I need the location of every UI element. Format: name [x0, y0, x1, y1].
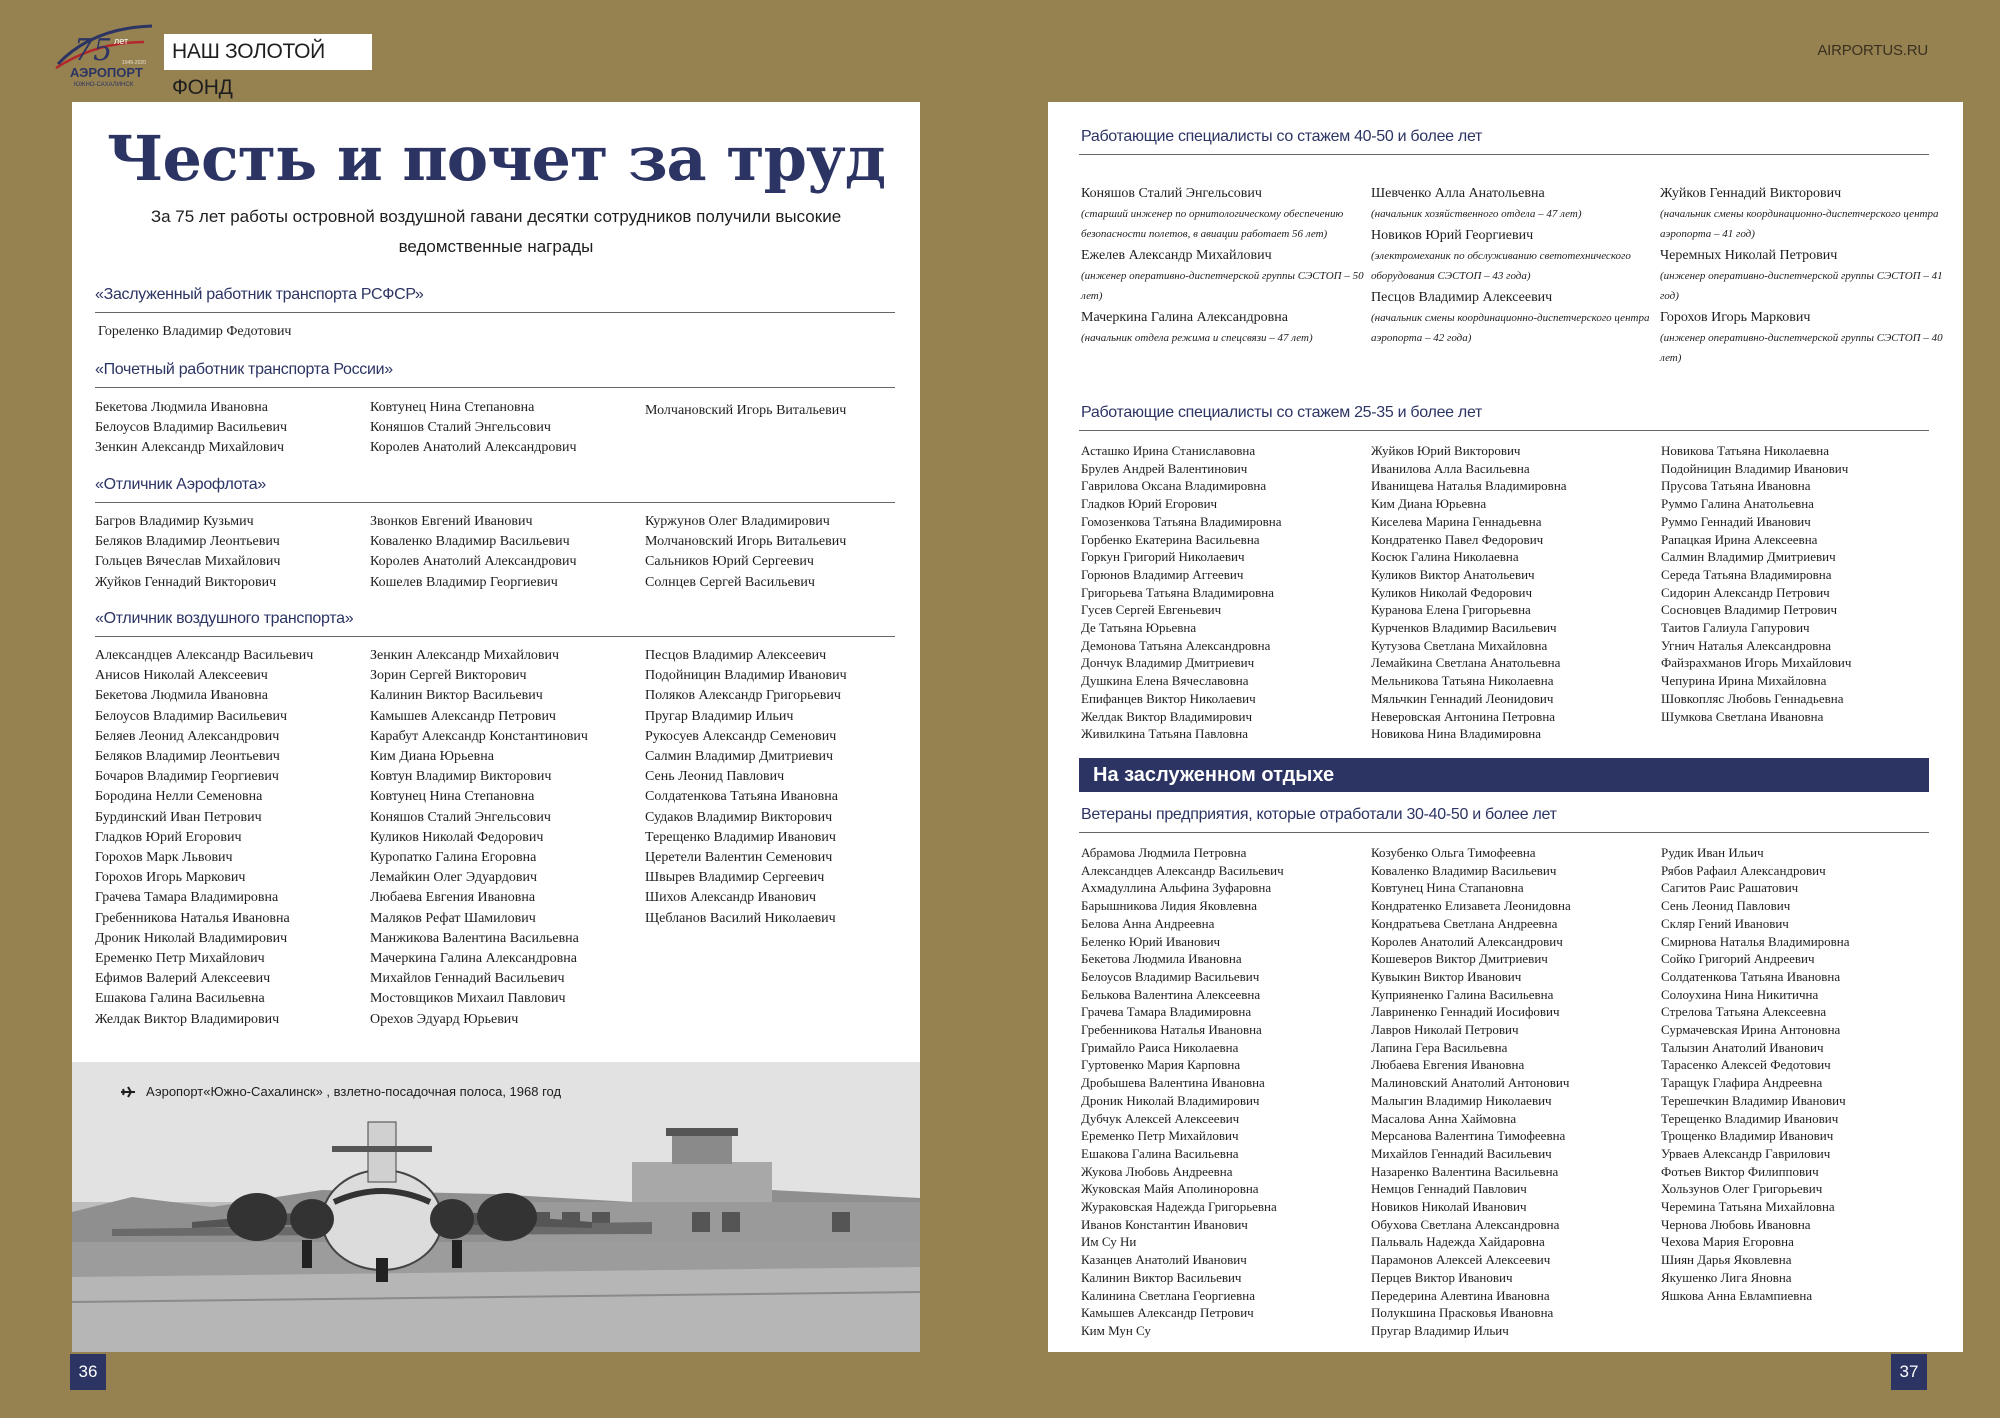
list-item: Перцев Виктор Иванович: [1371, 1269, 1513, 1285]
specialist-description: (начальник смены координационно-диспетчерского центра аэропорта – 42 года): [1371, 312, 1650, 344]
list-item: Куликов Николай Федорович: [1371, 584, 1533, 600]
list-item: Подойницин Владимир Иванович: [645, 668, 847, 684]
list-active-25: [1081, 442, 1931, 743]
list-item: Де Татьяна Юрьевна: [1081, 620, 1197, 636]
list-item: Куликов Николай Федорович: [370, 829, 544, 845]
divider: [1079, 430, 1929, 431]
list-item: Иванов Константин Иванович: [1081, 1216, 1248, 1232]
award-list-air-transport: [95, 646, 895, 1030]
list-item: Новикова Нина Владимировна: [1371, 726, 1541, 742]
list-item: Багров Владимир Кузьмич: [95, 514, 254, 529]
list-item: Ким Диана Юрьевна: [1371, 496, 1487, 512]
specialist-description: (электромеханик по обслуживанию светотехнического оборудования СЭСТОП – 43 года): [1371, 250, 1631, 282]
list-item: Дроник Николай Владимирович: [95, 930, 288, 946]
list-item: Руммо Галина Анатольевна: [1661, 496, 1814, 512]
specialist-entry: [1371, 226, 1661, 286]
name-column: [1371, 844, 1661, 1340]
specialist-description: (старший инженер по орнитологическому обеспечению безопасности полетов, в авиации работает 56 лет): [1081, 208, 1344, 240]
list-item: Брулев Андрей Валентинович: [1081, 460, 1248, 476]
list-item: Якушенко Лига Яновна: [1661, 1269, 1792, 1285]
list-item: Камышев Александр Петрович: [370, 708, 556, 724]
list-item: Дончук Владимир Дмитриевич: [1081, 655, 1255, 671]
list-item: Рапацкая Ирина Алексеевна: [1661, 531, 1818, 547]
specialist-description: (инженер оперативно-диспетчерской группы СЭСТОП – 41 год): [1660, 270, 1943, 302]
list-item: Грачева Тамара Владимировна: [95, 890, 279, 906]
award-title-aeroflot: «Отличник Аэрофлота»: [95, 476, 266, 493]
award-title-air-transport: «Отличник воздушного транспорта»: [95, 610, 354, 627]
list-item: Белоусов Владимир Васильевич: [1081, 968, 1260, 984]
list-item: Гусев Сергей Евгеньевич: [1081, 602, 1222, 618]
list-item: Кондратенко Елизавета Леонидовна: [1371, 898, 1571, 914]
list-item: Гуртовенко Мария Карповна: [1081, 1057, 1241, 1073]
section-title-active-40: Работающие специалисты со стажем 40-50 и более лет: [1081, 128, 1483, 145]
name-column: [95, 512, 370, 593]
award-title-rsfsr: «Заслуженный работник транспорта РСФСР»: [95, 286, 424, 303]
divider: [95, 387, 895, 388]
list-item: Рукосуев Александр Семенович: [645, 728, 837, 744]
list-item: Жуйков Юрий Викторович: [1371, 443, 1521, 458]
list-item: Гребенникова Наталья Ивановна: [1081, 1022, 1262, 1038]
list-item: Шовкопляс Любовь Геннадьевна: [1661, 690, 1844, 706]
list-item: Белоусов Владимир Васильевич: [95, 420, 288, 436]
specialist-name: Мачеркина Галина Александровна: [1081, 310, 1288, 325]
list-item: Урваев Александр Гаврилович: [1661, 1145, 1831, 1161]
specialists-column: [1081, 184, 1371, 350]
list-item: Куранова Елена Григорьевна: [1371, 602, 1531, 618]
list-item: Мачеркина Галина Александровна: [370, 951, 577, 967]
list-item: Коняшов Сталий Энгельсович: [370, 420, 551, 436]
list-item: Бекетова Людмила Ивановна: [95, 688, 268, 704]
list-item: Новиков Николай Иванович: [1371, 1199, 1527, 1215]
list-item: Кошеверов Виктор Дмитриевич: [1371, 951, 1548, 967]
award-list-russia: [95, 398, 895, 459]
list-item: Желдак Виктор Владимирович: [1081, 708, 1253, 724]
list-item: Абрамова Людмила Петровна: [1081, 845, 1247, 860]
list-item: Дубчук Алексей Алексеевич: [1081, 1110, 1240, 1126]
logo-years: лет: [114, 36, 129, 46]
list-item: Коваленко Владимир Васильевич: [1371, 862, 1557, 878]
list-item: Асташко Ирина Станиславовна: [1081, 443, 1256, 458]
list-item: Мостовщиков Михаил Павлович: [370, 991, 566, 1007]
specialist-name: Жуйков Геннадий Викторович: [1660, 186, 1842, 201]
list-item: Лемайкина Светлана Анатольевна: [1371, 655, 1561, 671]
list-item: Лемайкин Олег Эдуардович: [370, 870, 538, 886]
list-item: Ахмадуллина Альфина Зуфаровна: [1081, 880, 1272, 896]
list-item: Шиян Дарья Яковлевна: [1661, 1252, 1792, 1268]
list-item: Пальваль Надежда Хайдаровна: [1371, 1234, 1545, 1250]
list-item: Парамонов Алексей Алексеевич: [1371, 1252, 1551, 1268]
list-item: Горохов Марк Львович: [95, 850, 233, 866]
page-number-left: 36: [70, 1354, 106, 1390]
list-item: Яшкова Анна Евлампиевна: [1661, 1287, 1813, 1303]
list-item: Григорьева Татьяна Владимировна: [1081, 584, 1275, 600]
list-item: Молчановский Игорь Витальевич: [645, 534, 847, 550]
list-item: Руммо Геннадий Иванович: [1661, 513, 1811, 529]
list-item: Бочаров Владимир Георгиевич: [95, 769, 279, 785]
list-item: Полукшина Прасковья Ивановна: [1371, 1305, 1554, 1321]
divider: [95, 636, 895, 637]
logo-name: АЭРОПОРТ: [70, 65, 143, 80]
list-item: Мельникова Татьяна Николаевна: [1371, 673, 1554, 689]
list-item: Гомозенкова Татьяна Владимировна: [1081, 513, 1282, 529]
list-item: Ешакова Галина Васильевна: [1081, 1145, 1239, 1161]
runway-photo: [72, 1062, 920, 1352]
list-item: Коняшов Сталий Энгельсович: [370, 809, 551, 825]
name-column: [1661, 442, 1931, 743]
section-title-veterans: Ветераны предприятия, которые отработали 30-40-50 и более лет: [1081, 806, 1557, 823]
name-column: [1371, 442, 1661, 743]
list-item: Талызин Анатолий Иванович: [1661, 1039, 1824, 1055]
list-item: Горохов Игорь Маркович: [95, 870, 246, 886]
list-item: Фотьев Виктор Филиппович: [1661, 1163, 1819, 1179]
list-item: Демонова Татьяна Александровна: [1081, 637, 1271, 653]
divider: [1079, 154, 1929, 155]
list-item: Угнич Наталья Александровна: [1661, 637, 1832, 653]
list-item: Калинин Виктор Васильевич: [370, 688, 543, 704]
list-item: Камышев Александр Петрович: [1081, 1305, 1254, 1321]
list-item: Бурдинский Иван Петрович: [95, 809, 262, 825]
name-column: [1661, 844, 1931, 1340]
list-item: Терещенко Владимир Иванович: [1661, 1110, 1839, 1126]
list-item: Тарасенко Алексей Федотович: [1661, 1057, 1831, 1073]
list-item: Косюк Галина Николаевна: [1371, 549, 1519, 565]
list-item: Салмин Владимир Дмитриевич: [645, 749, 834, 765]
list-item: Бекетова Людмила Ивановна: [95, 400, 268, 415]
specialist-description: (начальник смены координационно-диспетчерского центра аэропорта – 41 год): [1660, 208, 1939, 240]
page-number-right: 37: [1891, 1354, 1927, 1390]
specialist-name: Горохов Игорь Маркович: [1660, 310, 1811, 325]
list-item: Барышникова Лидия Яковлевна: [1081, 898, 1258, 914]
list-item: Им Су Ни: [1081, 1234, 1137, 1250]
photo-caption: [120, 1084, 561, 1099]
list-item: Маляков Рефат Шамилович: [370, 910, 536, 926]
specialist-description: (инженер оперативно-диспетчерской группы СЭСТОП – 50 лет): [1081, 270, 1364, 302]
award-list-aeroflot: [95, 512, 895, 593]
list-item: Дробышева Валентина Ивановна: [1081, 1075, 1265, 1091]
list-item: Масалова Анна Хаймовна: [1371, 1110, 1517, 1126]
list-item: Ковтун Владимир Викторович: [370, 769, 552, 785]
list-item: Куржунов Олег Владимирович: [645, 514, 830, 529]
list-item: Рудик Иван Ильич: [1661, 845, 1764, 860]
list-item: Анисов Николай Алексеевич: [95, 668, 268, 684]
list-item: Иванилова Алла Васильевна: [1371, 460, 1530, 476]
airport-75-logo: [52, 20, 164, 90]
list-item: Калинина Светлана Георгиевна: [1081, 1287, 1256, 1303]
list-item: Песцов Владимир Алексеевич: [645, 648, 827, 663]
list-item: Гладков Юрий Егорович: [1081, 496, 1218, 512]
list-item: Файзрахманов Игорь Михайлович: [1661, 655, 1852, 671]
retired-banner: На заслуженном отдыхе: [1079, 758, 1929, 792]
list-item: Церетели Валентин Семенович: [645, 850, 833, 866]
specialist-entry: [1660, 246, 1950, 306]
list-item: Таитов Галиула Гапурович: [1661, 620, 1810, 636]
list-item: Неверовская Антонина Петровна: [1371, 708, 1556, 724]
list-item: Гребенникова Наталья Ивановна: [95, 910, 290, 926]
list-item: Малиновский Анатолий Антонович: [1371, 1075, 1570, 1091]
list-item: Желдак Виктор Владимирович: [95, 1011, 280, 1027]
list-item: Хользунов Олег Григорьевич: [1661, 1181, 1823, 1197]
name-column: [370, 646, 645, 1030]
specialist-name: Ежелев Александр Михайлович: [1081, 248, 1272, 263]
page-subtitle: За 75 лет работы островной воздушной гавани десятки сотрудников получили высокие ведомственные награды: [150, 207, 842, 256]
list-item: Кошелев Владимир Георгиевич: [370, 574, 558, 590]
list-item: Александцев Александр Васильевич: [95, 648, 314, 663]
list-item: Ефимов Валерий Алексеевич: [95, 971, 271, 987]
list-item: Обухова Светлана Александровна: [1371, 1216, 1560, 1232]
list-item: Грачева Тамара Владимировна: [1081, 1004, 1252, 1020]
list-item: Еременко Петр Михайлович: [95, 951, 265, 967]
list-item: Гримайло Раиса Николаевна: [1081, 1039, 1239, 1055]
list-item: Чехова Мария Егоровна: [1661, 1234, 1794, 1250]
list-item: Михайлов Геннадий Васильевич: [1371, 1145, 1552, 1161]
list-item: Малыгин Владимир Николаевич: [1371, 1092, 1552, 1108]
name-column: [1081, 844, 1371, 1340]
list-item: Коваленко Владимир Васильевич: [370, 534, 570, 550]
list-item: Стрелова Татьяна Алексеевна: [1661, 1004, 1827, 1020]
list-item: Любаева Евгения Ивановна: [1371, 1057, 1525, 1073]
list-item: Сосновцев Владимир Петрович: [1661, 602, 1838, 618]
list-item: Солоухина Нина Никитична: [1661, 986, 1819, 1002]
list-item: Сень Леонид Павлович: [645, 769, 785, 785]
list-item: Пругар Владимир Ильич: [645, 708, 794, 724]
list-item: Кутузова Светлана Михайловна: [1371, 637, 1548, 653]
list-item: Карабут Александр Константинович: [370, 728, 588, 744]
list-item: Солдатенкова Татьяна Ивановна: [1661, 968, 1841, 984]
award-title-russia: «Почетный работник транспорта России»: [95, 361, 393, 378]
list-item: Сидорин Александр Петрович: [1661, 584, 1830, 600]
list-item: Середа Татьяна Владимировна: [1661, 566, 1832, 582]
list-item: Зенкин Александр Михайлович: [370, 648, 560, 663]
list-item: Новикова Татьяна Николаевна: [1661, 443, 1829, 458]
left-page: [72, 102, 920, 1352]
list-item: Козубенко Ольга Тимофеевна: [1371, 845, 1536, 860]
list-item: Рябов Рафаил Александрович: [1661, 862, 1826, 878]
list-item: Ешакова Галина Васильевна: [95, 991, 265, 1007]
list-item: Калинин Виктор Васильевич: [1081, 1269, 1242, 1285]
list-item: Таращук Глафира Андреевна: [1661, 1075, 1823, 1091]
list-item: Королев Анатолий Александрович: [370, 554, 577, 570]
list-item: Ковтунец Нина Степановна: [370, 789, 535, 805]
list-item: Салмин Владимир Дмитриевич: [1661, 549, 1836, 565]
list-item: Ковтунец Нина Степановна: [370, 400, 535, 415]
list-item: Лавриненко Геннадий Иосифович: [1371, 1004, 1560, 1020]
list-item: Беляков Владимир Леонтьевич: [95, 534, 280, 550]
list-veterans: [1081, 844, 1931, 1340]
list-item: Любаева Евгения Ивановна: [370, 890, 536, 906]
list-item: Епифанцев Виктор Николаевич: [1081, 690, 1256, 706]
list-item: Белоусов Владимир Васильевич: [95, 708, 288, 724]
award-name: Гореленко Владимир Федотович: [98, 324, 292, 339]
section-title-active-25: Работающие специалисты со стажем 25-35 и более лет: [1081, 404, 1483, 421]
list-item: Михайлов Геннадий Васильевич: [370, 971, 565, 987]
list-item: Молчановский Игорь Витальевич: [645, 403, 847, 418]
list-item: Щебланов Василий Николаевич: [645, 910, 836, 926]
list-item: Жуйков Геннадий Викторович: [95, 574, 277, 590]
list-item: Терешечкин Владимир Иванович: [1661, 1092, 1846, 1108]
name-column: [1081, 442, 1371, 743]
list-item: Ким Диана Юрьевна: [370, 749, 494, 765]
logo-city: ЮЖНО-САХАЛИНСК: [74, 82, 134, 88]
list-item: Сальников Юрий Сергеевич: [645, 554, 814, 570]
specialist-description: (начальник отдела режима и спецсвязи – 47 лет): [1081, 332, 1313, 344]
list-item: Кувыкин Виктор Иванович: [1371, 968, 1522, 984]
list-item: Швырев Владимир Сергеевич: [645, 870, 825, 886]
list-item: Иванищева Наталья Владимировна: [1371, 478, 1567, 494]
list-item: Терещенко Владимир Иванович: [645, 829, 836, 845]
list-item: Гольцев Вячеслав Михайлович: [95, 554, 281, 570]
logo-number: 75: [74, 33, 113, 68]
specialist-entry: [1660, 184, 1950, 244]
name-column: [645, 398, 895, 459]
list-item: Пругар Владимир Ильич: [1371, 1322, 1509, 1338]
list-item: Передерина Алевтина Ивановна: [1371, 1287, 1550, 1303]
list-item: Лапина Гера Васильевна: [1371, 1039, 1508, 1055]
list-item: Жураковская Надежда Григорьевна: [1081, 1199, 1277, 1215]
list-item: Королев Анатолий Александрович: [1371, 933, 1563, 949]
list-item: Дроник Николай Владимирович: [1081, 1092, 1260, 1108]
list-item: Александцев Александр Васильевич: [1081, 862, 1284, 878]
list-item: Кондратьева Светлана Андреевна: [1371, 915, 1558, 931]
list-item: Немцов Геннадий Павлович: [1371, 1181, 1527, 1197]
list-item: Смирнова Наталья Владимировна: [1661, 933, 1850, 949]
list-item: Солнцев Сергей Васильевич: [645, 574, 815, 590]
list-item: Горкун Григорий Николаевич: [1081, 549, 1245, 565]
specialist-name: Черемных Николай Петрович: [1660, 248, 1838, 263]
list-item: Лавров Николай Петрович: [1371, 1022, 1519, 1038]
list-item: Еременко Петр Михайлович: [1081, 1128, 1239, 1144]
list-item: Курченков Владимир Васильевич: [1371, 620, 1557, 636]
list-item: Шихов Александр Иванович: [645, 890, 817, 906]
specialist-entry: [1081, 184, 1371, 244]
list-item: Кондратенко Павел Федорович: [1371, 531, 1544, 547]
list-item: Солдатенкова Татьяна Ивановна: [645, 789, 838, 805]
list-item: Назаренко Валентина Васильевна: [1371, 1163, 1559, 1179]
specialist-entry: [1081, 308, 1371, 348]
specialists-column: [1371, 184, 1661, 350]
list-item: Сойко Григорий Андреевич: [1661, 951, 1815, 967]
specialist-name: Шевченко Алла Анатольевна: [1371, 186, 1545, 201]
name-column: [645, 646, 895, 1030]
name-column: [95, 398, 370, 459]
list-item: Зенкин Александр Михайлович: [95, 440, 285, 456]
specialist-entry: [1371, 288, 1661, 348]
list-item: Орехов Эдуард Юрьевич: [370, 1011, 519, 1027]
list-item: Сагитов Раис Рашатович: [1661, 880, 1799, 896]
specialist-entry: [1371, 184, 1661, 224]
list-item: Королев Анатолий Александрович: [370, 440, 577, 456]
list-item: Трощенко Владимир Иванович: [1661, 1128, 1834, 1144]
list-item: Черемина Татьяна Михайловна: [1661, 1199, 1835, 1215]
list-item: Горюнов Владимир Аггеевич: [1081, 566, 1244, 582]
list-item: Чепурина Ирина Михайловна: [1661, 673, 1827, 689]
list-item: Жукова Любовь Андреевна: [1081, 1163, 1233, 1179]
site-url[interactable]: AIRPORTUS.RU: [1817, 42, 1928, 59]
photo-caption-text: Аэропорт«Южно-Сахалинск» , взлетно-посадочная полоса, 1968 год: [146, 1084, 562, 1099]
list-item: Белькова Валентина Алексеевна: [1081, 986, 1261, 1002]
list-item: Шумкова Светлана Ивановна: [1661, 708, 1824, 724]
list-item: Сень Леонид Павлович: [1661, 898, 1791, 914]
list-item: Казанцев Анатолий Иванович: [1081, 1252, 1247, 1268]
divider: [95, 502, 895, 503]
name-column: [370, 398, 645, 459]
list-item: Сурмачевская Ирина Антоновна: [1661, 1022, 1841, 1038]
list-item: Куприяненко Галина Васильевна: [1371, 986, 1554, 1002]
right-page: [1048, 102, 1963, 1352]
list-item: Душкина Елена Вячеславовна: [1081, 673, 1249, 689]
list-item: Жуковская Майя Аполиноровна: [1081, 1181, 1259, 1197]
list-item: Бекетова Людмила Ивановна: [1081, 951, 1242, 967]
specialist-entry: [1081, 246, 1371, 306]
list-item: Беленко Юрий Иванович: [1081, 933, 1221, 949]
specialist-name: Коняшов Сталий Энгельсович: [1081, 186, 1262, 201]
specialists-column: [1660, 184, 1950, 370]
specialist-entry: [1660, 308, 1950, 368]
list-item: Поляков Александр Григорьевич: [645, 688, 841, 704]
list-item: Прусова Татьяна Ивановна: [1661, 478, 1811, 494]
airplane-icon: [120, 1085, 136, 1099]
divider: [1079, 832, 1929, 833]
list-item: Скляр Гений Иванович: [1661, 915, 1789, 931]
list-item: Бородина Нелли Семеновна: [95, 789, 263, 805]
specialist-description: (начальник хозяйственного отдела – 47 лет): [1371, 208, 1582, 220]
list-item: Куликов Виктор Анатольевич: [1371, 566, 1535, 582]
specialist-name: Песцов Владимир Алексеевич: [1371, 290, 1553, 305]
list-item: Живилкина Татьяна Павловна: [1081, 726, 1249, 742]
section-label: НАШ ЗОЛОТОЙ ФОНД: [164, 34, 372, 70]
page-title: Честь и почет за труд: [106, 122, 886, 195]
list-item: Судаков Владимир Викторович: [645, 809, 833, 825]
list-item: Чернова Любовь Ивановна: [1661, 1216, 1811, 1232]
name-column: [645, 512, 895, 593]
divider: [95, 312, 895, 313]
list-item: Ковтунец Нина Стапановна: [1371, 880, 1524, 896]
specialist-description: (инженер оперативно-диспетчерской группы СЭСТОП – 40 лет): [1660, 332, 1943, 364]
list-item: Манжикова Валентина Васильевна: [370, 930, 579, 946]
list-item: Зорин Сергей Викторович: [370, 668, 527, 684]
list-item: Гладков Юрий Егорович: [95, 829, 242, 845]
list-item: Киселева Марина Геннадьевна: [1371, 513, 1542, 529]
list-item: Беляков Владимир Леонтьевич: [95, 749, 280, 765]
list-item: Мяльчкин Геннадий Леонидович: [1371, 690, 1554, 706]
list-item: Куропатко Галина Егоровна: [370, 850, 537, 866]
name-column: [370, 512, 645, 593]
list-item: Подойницин Владимир Иванович: [1661, 460, 1849, 476]
list-item: Мерсанова Валентина Тимофеевна: [1371, 1128, 1566, 1144]
name-column: [95, 646, 370, 1030]
logo-dates: 1945-2020: [122, 60, 146, 66]
list-item: Беляев Леонид Александрович: [95, 728, 280, 744]
list-item: Горбенко Екатерина Васильевна: [1081, 531, 1260, 547]
list-item: Звонков Евгений Иванович: [370, 514, 533, 529]
list-item: Белова Анна Андреевна: [1081, 915, 1215, 931]
list-item: Ким Мун Су: [1081, 1322, 1151, 1338]
specialist-name: Новиков Юрий Георгиевич: [1371, 228, 1534, 243]
list-item: Гаврилова Оксана Владимировна: [1081, 478, 1267, 494]
